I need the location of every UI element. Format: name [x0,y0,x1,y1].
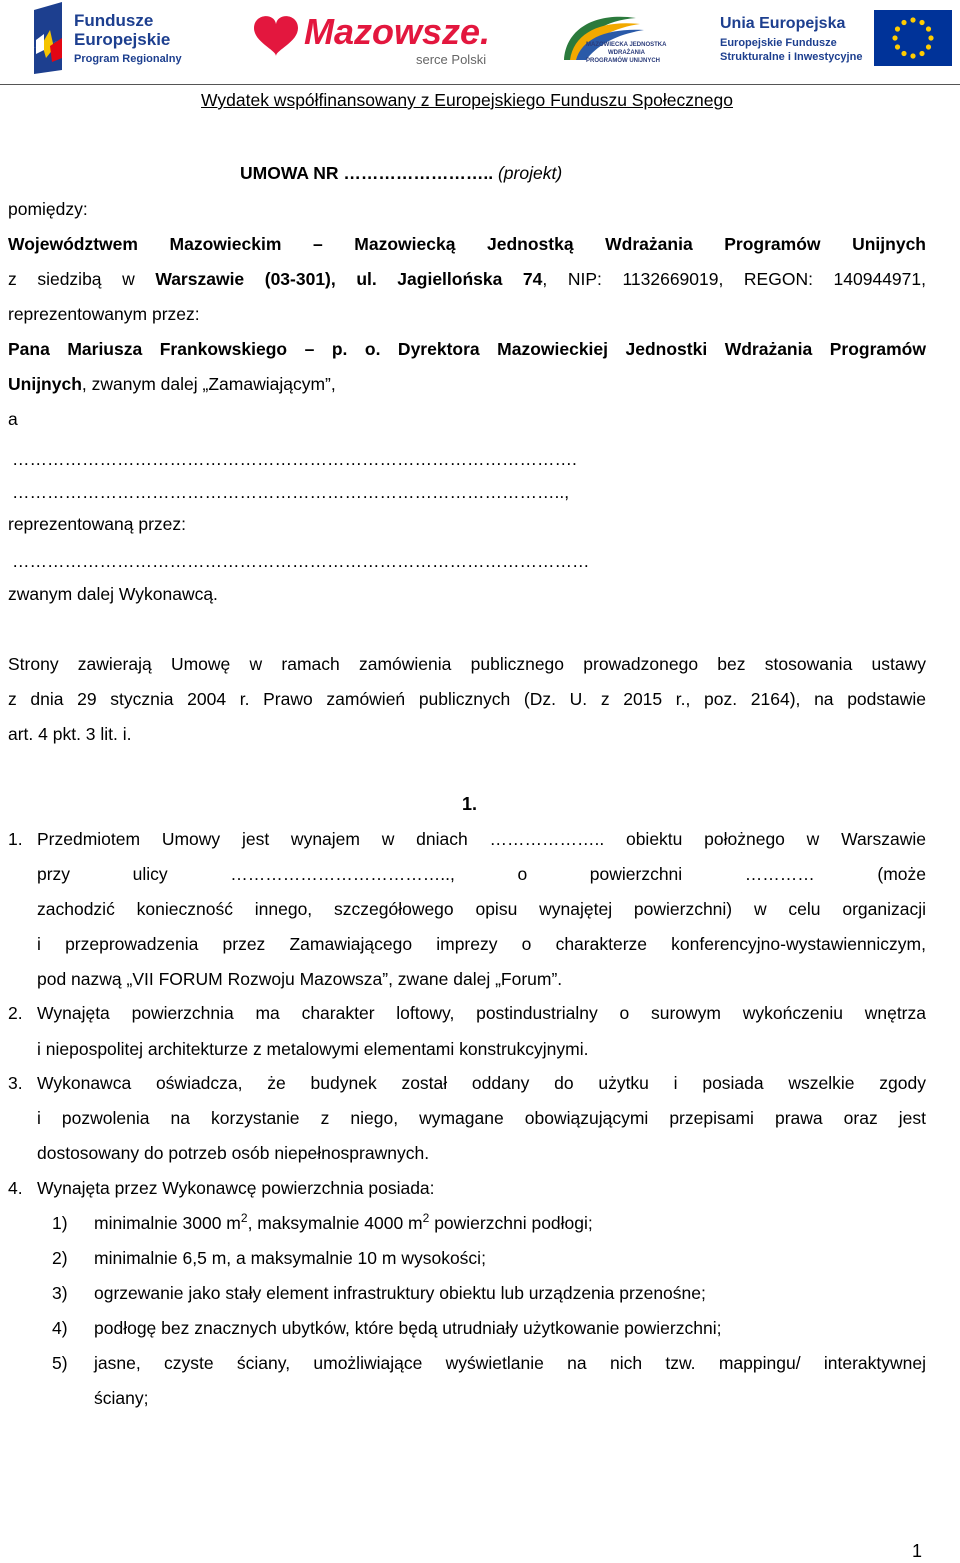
preamble-line2: z dnia 29 stycznia 2004 r. Prawo zamówień publicznych (Dz. U. z 2015 r., poz. 2164), na podstawie [8,689,926,709]
subitem-number: 3) [52,1283,68,1303]
mazowsze-main: Mazowsze. [304,11,491,52]
and-label: a [8,409,18,429]
mazowsze-sub: serce Polski [416,52,487,67]
subitem2-text: minimalnie 6,5 m, a maksymalnie 10 m wysokości; [94,1248,486,1268]
fundusze-europejskie-logo [32,0,207,80]
preamble-line3: art. 4 pkt. 3 lit. i. [8,724,132,744]
subitem5-line1: jasne, czyste ściany, umożliwiające wyświetlanie na nich tzw. mappingu/ interaktywnej [94,1353,926,1373]
fe-line2: Europejskie [74,30,171,49]
item-number: 1. [8,829,23,849]
page-number: 1 [912,1541,923,1561]
subitem-number: 5) [52,1353,68,1373]
subitem3-text: ogrzewanie jako stały element infrastruktury obiektu lub urządzenia przenośne; [94,1283,706,1303]
cofinancing-note: Wydatek współfinansowany z Europejskiego Funduszu Społecznego [201,90,733,110]
item3-line3: dostosowany do potrzeb osób niepełnosprawnych. [37,1143,430,1163]
subitem-number: 2) [52,1248,68,1268]
item-number: 4. [8,1178,23,1198]
item1-line4: i przeprowadzenia przez Zamawiającego imprezy o charakterze konferencyjno-wystawienniczym, [37,934,926,954]
party2-represented-by: reprezentowaną przez: [8,514,187,534]
mjw-line3: PROGRAMÓW UNIJNYCH [586,58,661,64]
fe-line1: Fundusze [74,11,154,30]
ue-line3: Strukturalne i Inwestycyjne [720,51,863,63]
item1-line2: przy ulicy ……………………………….., o powierzchni ………… (może [37,864,926,884]
subitem-number: 1) [52,1213,68,1233]
party1-represented-by: reprezentowanym przez: [8,304,200,324]
party2-address-placeholder: ………………………………………………………………………………….., [12,482,570,502]
item2-line2: i niepospolitej architekturze z metalowymi elementami konstrukcyjnymi. [37,1039,589,1059]
between-label: pomiędzy: [8,199,88,219]
subitem4-text: podłogę bez znacznych ubytków, które będą utrudniały użytkowanie powierzchni; [94,1318,722,1338]
section-heading: 1. [462,794,478,814]
item-number: 3. [8,1073,23,1093]
title-draft: (projekt) [497,163,563,183]
mjw-line2: WDRAŻANIA [608,50,645,56]
party1-representative: Pana Mariusza Frankowskiego – p. o. Dyrektora Mazowieckiej Jednostki Wdrażania Programów [8,339,926,359]
mjw-line1: MAZOWIECKA JEDNOSTKA [586,42,667,48]
party1-address: z siedzibą w Warszawie (03-301), ul. Jagiellońska 74, NIP: 1132669019, REGON: 140944971, [8,269,926,289]
title-number: UMOWA NR …………………….. [240,163,498,183]
party1-name: Województwem Mazowieckim – Mazowiecką Jednostką Wdrażania Programów Unijnych [8,234,926,254]
item3-line2: i pozwolenia na korzystanie z niego, wymagane obowiązującymi przepisami prawa oraz jest [37,1108,926,1128]
unia-europejska-logo [718,0,954,80]
item4-line1: Wynajęta przez Wykonawcę powierzchnia posiada: [37,1178,435,1198]
item1-line1: Przedmiotem Umowy jest wynajem w dniach ……………….. obiektu położnego w Warszawie [37,829,926,849]
item2-line1: Wynajęta powierzchnia ma charakter loftowy, postindustrialny o surowym wykończeniu wnętrza [37,1003,926,1023]
party2-name-placeholder: ……………………………………………………………………………………. [12,449,577,469]
subitem-number: 4) [52,1318,68,1338]
subitem1-text: minimalnie 3000 $m^2$, maksymalnie 4000 $m^2$ powierzchni podłogi; [94,1211,593,1233]
mazowsze-logo [246,0,508,80]
item1-line5: pod nazwą „VII FORUM Rozwoju Mazowsza”, zwane dalej „Forum”. [37,969,563,989]
item1-line3: zachodzić konieczność innego, szczegółowego opisu wynajętej powierzchni) w celu organizacji [37,899,926,919]
ue-line1: Unia Europejska [720,15,846,32]
item3-line1: Wykonawca oświadcza, że budynek został oddany do użytku i posiada wszelkie zgody [37,1073,926,1093]
mjwpu-logo [556,0,681,80]
fe-line3: Program Regionalny [74,53,182,65]
party1-designation: Unijnych, zwanym dalej „Zamawiającym”, [8,374,336,394]
subitem5-line2: ściany; [94,1388,149,1408]
contractor-designation: zwanym dalej Wykonawcą. [8,584,218,604]
contract-title [240,163,562,184]
preamble-line1: Strony zawierają Umowę w ramach zamówienia publicznego prowadzonego bez stosowania ustawy [8,654,926,674]
logo-bar [0,0,960,85]
ue-line2: Europejskie Fundusze [720,37,837,49]
item-number: 2. [8,1003,23,1023]
party2-representative-placeholder: ……………………………………………………………………………………… [12,551,590,571]
